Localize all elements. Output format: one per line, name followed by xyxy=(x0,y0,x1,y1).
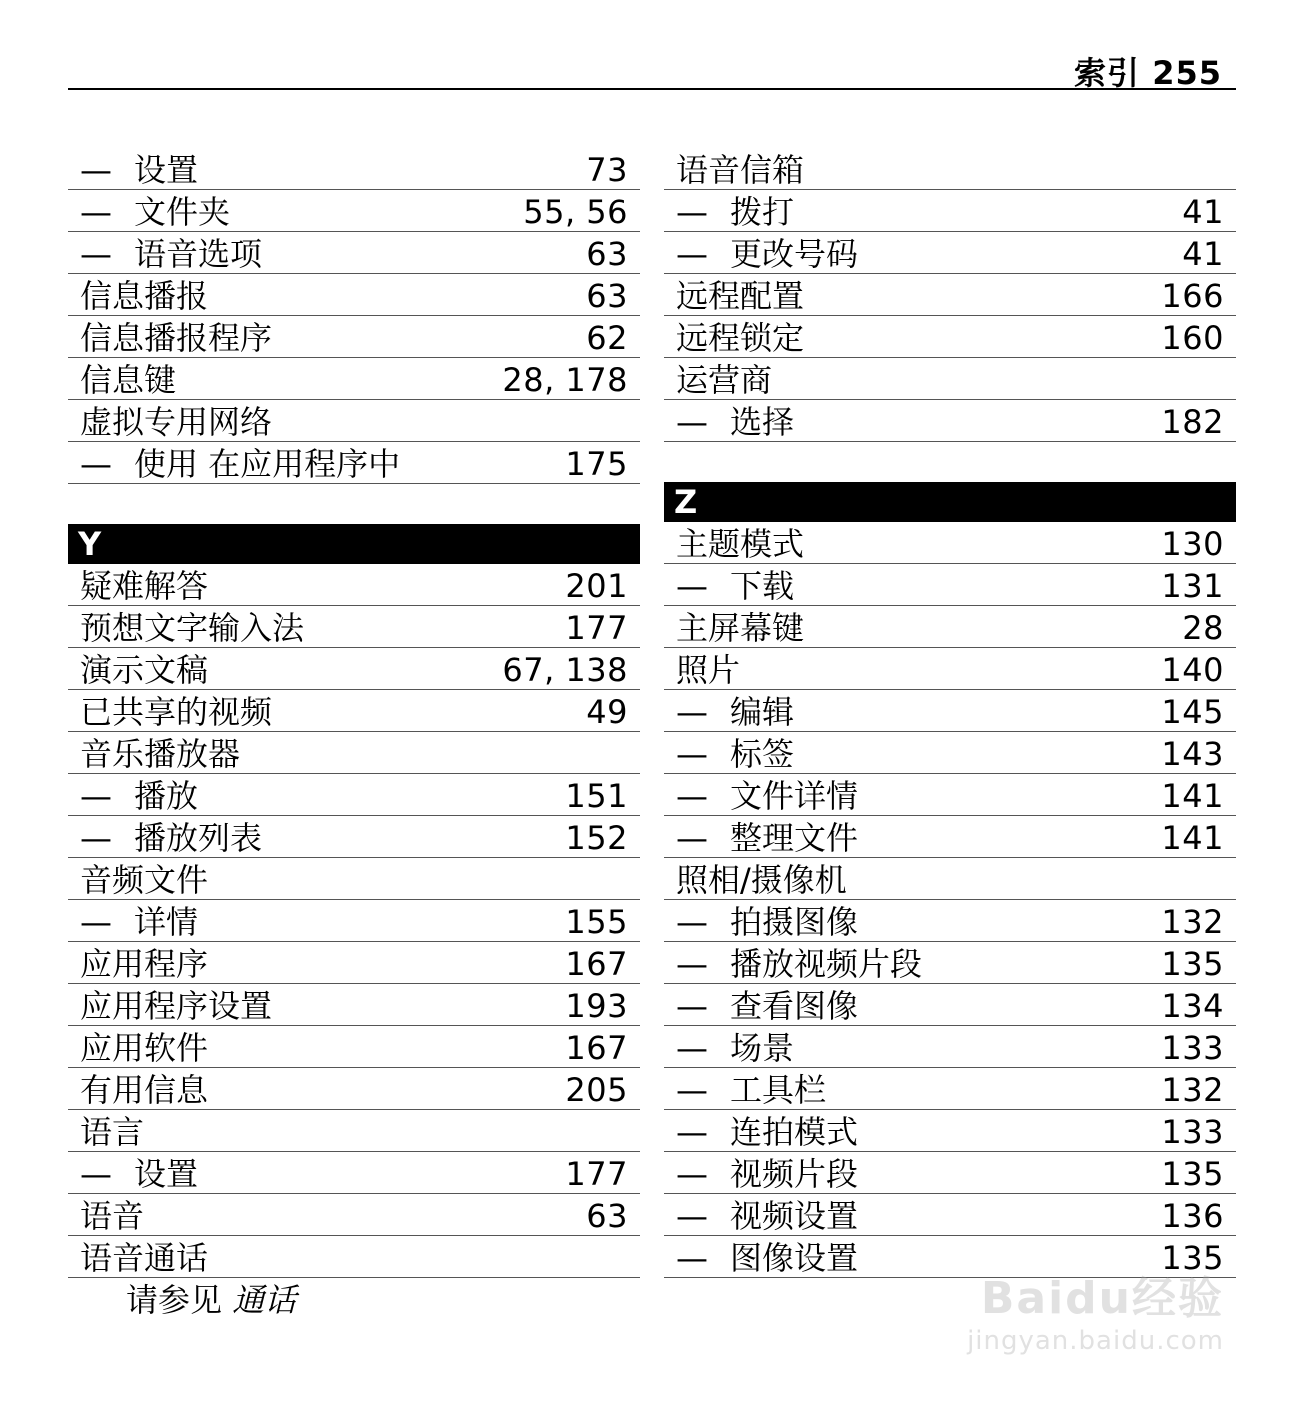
index-entry xyxy=(68,1068,640,1110)
right-section-rows xyxy=(664,522,1236,1278)
page-number[interactable]: 73 xyxy=(586,151,628,189)
see-also-link[interactable]: 通话 xyxy=(232,1281,297,1319)
index-entry xyxy=(664,1194,1236,1236)
index-entry-term xyxy=(80,1238,208,1279)
term-text: 工具栏 xyxy=(730,1071,827,1109)
term-text: 拨打 xyxy=(730,193,795,231)
index-subentry-term xyxy=(80,818,262,859)
index-entry-term xyxy=(676,150,804,191)
index-entry-term xyxy=(80,566,208,607)
see-also-note xyxy=(68,1278,640,1322)
subentry-dash: — xyxy=(676,235,708,273)
page-number[interactable]: 167 xyxy=(565,1029,628,1067)
index-subentry-term xyxy=(676,234,858,275)
index-entry xyxy=(664,190,1236,232)
index-entry xyxy=(664,232,1236,274)
term-text: 使用 在应用程序中 xyxy=(134,445,401,483)
index-entry xyxy=(664,606,1236,648)
page-number[interactable]: 135 xyxy=(1161,945,1224,983)
left-top-rows xyxy=(68,148,640,484)
page-number[interactable]: 141 xyxy=(1161,819,1224,857)
index-subentry-term xyxy=(676,776,858,817)
subentry-dash: — xyxy=(676,193,708,231)
index-entry-term xyxy=(80,692,272,733)
index-subentry-term xyxy=(80,192,230,233)
index-subentry-term xyxy=(676,1112,858,1153)
term-text: 场景 xyxy=(730,1029,795,1067)
term-text: 语言 xyxy=(80,1113,145,1151)
index-subentry-term xyxy=(676,1154,858,1195)
page-number[interactable]: 182 xyxy=(1161,403,1224,441)
index-entry xyxy=(664,522,1236,564)
index-entry xyxy=(664,900,1236,942)
index-entry xyxy=(68,1110,640,1152)
left-section-rows xyxy=(68,564,640,1278)
index-entry-term xyxy=(80,1196,144,1237)
index-entry xyxy=(664,564,1236,606)
index-entry xyxy=(68,400,640,442)
index-entry-term xyxy=(676,276,804,317)
index-entry-term xyxy=(80,1028,208,1069)
term-text: 语音选项 xyxy=(134,235,263,273)
subentry-dash: — xyxy=(676,1197,708,1235)
index-subentry-term xyxy=(80,150,198,191)
index-entry-term xyxy=(80,608,304,649)
page-number[interactable]: 151 xyxy=(565,777,628,815)
page-number[interactable]: 63 xyxy=(586,235,628,273)
term-text: 语音信箱 xyxy=(676,151,805,189)
subentry-dash: — xyxy=(676,567,708,605)
subentry-dash: — xyxy=(676,903,708,941)
index-entry xyxy=(664,774,1236,816)
page-number[interactable]: 133 xyxy=(1161,1113,1224,1151)
index-entry xyxy=(664,858,1236,900)
subentry-dash: — xyxy=(676,403,708,441)
see-also-prefix: 请参见 xyxy=(126,1281,233,1319)
term-text: 演示文稿 xyxy=(80,651,209,689)
term-text: 已共享的视频 xyxy=(80,693,273,731)
index-entry-term xyxy=(676,608,804,649)
index-entry xyxy=(68,816,640,858)
index-entry xyxy=(664,316,1236,358)
subentry-dash: — xyxy=(676,1071,708,1109)
term-text: 播放 xyxy=(134,777,199,815)
index-entry-term xyxy=(676,650,740,691)
index-entry-term xyxy=(80,360,176,401)
index-entry xyxy=(68,1152,640,1194)
term-text: 信息播报程序 xyxy=(80,319,273,357)
index-entry-term xyxy=(80,1070,208,1111)
subentry-dash: — xyxy=(80,193,112,231)
index-subentry-term xyxy=(676,1070,826,1111)
index-subentry-term xyxy=(676,566,794,607)
page-number[interactable]: 41 xyxy=(1182,193,1224,231)
term-text: 语音 xyxy=(80,1197,145,1235)
index-entry-term xyxy=(80,734,240,775)
index-entry xyxy=(68,1194,640,1236)
index-entry xyxy=(68,274,640,316)
index-entry xyxy=(664,1152,1236,1194)
index-subentry-term xyxy=(676,734,794,775)
subentry-dash: — xyxy=(676,1239,708,1277)
term-text: 疑难解答 xyxy=(80,567,209,605)
page-title: 索引 255 xyxy=(1074,54,1222,92)
index-subentry-term xyxy=(676,692,794,733)
watermark-url: jingyan.baidu.com xyxy=(967,1326,1224,1356)
index-entry xyxy=(664,148,1236,190)
page-header xyxy=(68,44,1236,90)
page-number[interactable]: 67, 138 xyxy=(502,651,628,689)
index-subentry-term xyxy=(676,818,858,859)
index-entry xyxy=(68,564,640,606)
index-entry xyxy=(68,774,640,816)
page-number[interactable]: 166 xyxy=(1161,277,1224,315)
page-number[interactable]: 140 xyxy=(1161,651,1224,689)
index-entry xyxy=(68,984,640,1026)
term-text: 视频设置 xyxy=(730,1197,859,1235)
subentry-dash: — xyxy=(676,819,708,857)
page-number[interactable]: 49 xyxy=(586,693,628,731)
page-number[interactable]: 145 xyxy=(1161,693,1224,731)
term-text: 预想文字输入法 xyxy=(80,609,305,647)
term-text: 视频片段 xyxy=(730,1155,859,1193)
page-number[interactable]: 63 xyxy=(586,1197,628,1235)
index-entry-term xyxy=(676,860,847,901)
subentry-dash: — xyxy=(676,735,708,773)
subentry-dash: — xyxy=(80,151,112,189)
term-text: 音频文件 xyxy=(80,861,209,899)
subentry-dash: — xyxy=(676,1029,708,1067)
index-entry-term xyxy=(80,944,208,985)
term-text: 信息播报 xyxy=(80,277,209,315)
subentry-dash: — xyxy=(80,1155,112,1193)
index-entry xyxy=(68,190,640,232)
page-number[interactable]: 167 xyxy=(565,945,628,983)
term-text: 编辑 xyxy=(730,693,795,731)
page-number[interactable]: 28, 178 xyxy=(502,361,628,399)
index-entry xyxy=(68,1026,640,1068)
page-number[interactable]: 177 xyxy=(565,609,628,647)
index-entry-term xyxy=(676,360,772,401)
page-number[interactable]: 152 xyxy=(565,819,628,857)
section-header-y: Y xyxy=(68,524,640,564)
index-entry-term xyxy=(80,650,208,691)
index-entry xyxy=(68,148,640,190)
index-entry-term xyxy=(80,318,272,359)
index-entry-term xyxy=(80,860,208,901)
term-text: 远程配置 xyxy=(676,277,805,315)
page-number[interactable]: 201 xyxy=(565,567,628,605)
page-number[interactable]: 133 xyxy=(1161,1029,1224,1067)
index-entry xyxy=(68,858,640,900)
page-number[interactable]: 28 xyxy=(1182,609,1224,647)
subentry-dash: — xyxy=(80,777,112,815)
page-number[interactable]: 131 xyxy=(1161,567,1224,605)
term-text: 有用信息 xyxy=(80,1071,209,1109)
index-subentry-term xyxy=(676,1028,794,1069)
page-number[interactable]: 132 xyxy=(1161,903,1224,941)
index-entry xyxy=(68,442,640,484)
term-text: 运营商 xyxy=(676,361,773,399)
index-column-right xyxy=(664,148,1236,1278)
term-text: 下载 xyxy=(730,567,795,605)
page-number[interactable]: 143 xyxy=(1161,735,1224,773)
index-entry-term xyxy=(80,402,272,443)
right-top-rows xyxy=(664,148,1236,442)
subentry-dash: — xyxy=(80,445,112,483)
term-text: 应用程序 xyxy=(80,945,209,983)
index-subentry-term xyxy=(676,402,794,443)
page-number[interactable]: 63 xyxy=(586,277,628,315)
index-entry xyxy=(68,900,640,942)
index-subentry-term xyxy=(80,776,198,817)
index-entry xyxy=(68,1236,640,1278)
page-number[interactable]: 135 xyxy=(1161,1155,1224,1193)
index-entry xyxy=(68,732,640,774)
term-text: 主题模式 xyxy=(676,525,805,563)
term-text: 主屏幕键 xyxy=(676,609,805,647)
watermark-logo: Baidu经验 xyxy=(980,1273,1224,1324)
subentry-dash: — xyxy=(676,693,708,731)
index-entry xyxy=(664,1110,1236,1152)
term-text: 连拍模式 xyxy=(730,1113,859,1151)
index-subentry-term xyxy=(676,986,858,1027)
index-column-left xyxy=(68,148,640,1322)
index-entry xyxy=(664,358,1236,400)
page-number[interactable]: 155 xyxy=(565,903,628,941)
index-entry-term xyxy=(80,276,208,317)
index-subentry-term xyxy=(676,1196,858,1237)
term-text: 应用软件 xyxy=(80,1029,209,1067)
baidu-watermark xyxy=(967,1262,1224,1356)
index-entry-term xyxy=(676,318,804,359)
index-entry xyxy=(664,274,1236,316)
term-text: 拍摄图像 xyxy=(730,903,859,941)
index-entry xyxy=(664,942,1236,984)
page-number[interactable]: 135 xyxy=(1161,1239,1224,1277)
index-entry xyxy=(664,400,1236,442)
index-entry xyxy=(664,648,1236,690)
term-text: 详情 xyxy=(134,903,199,941)
subentry-dash: — xyxy=(80,235,112,273)
term-text: 整理文件 xyxy=(730,819,859,857)
term-text: 更改号码 xyxy=(730,235,859,273)
index-entry xyxy=(664,732,1236,774)
subentry-dash: — xyxy=(80,903,112,941)
index-entry-term xyxy=(80,1112,144,1153)
index-subentry-term xyxy=(676,902,858,943)
page-number[interactable]: 141 xyxy=(1161,777,1224,815)
term-text: 播放视频片段 xyxy=(730,945,923,983)
index-entry xyxy=(664,816,1236,858)
page-number[interactable]: 132 xyxy=(1161,1071,1224,1109)
subentry-dash: — xyxy=(676,987,708,1025)
page-number[interactable]: 130 xyxy=(1161,525,1224,563)
term-text: 选择 xyxy=(730,403,795,441)
subentry-dash: — xyxy=(676,777,708,815)
subentry-dash: — xyxy=(676,945,708,983)
term-text: 远程锁定 xyxy=(676,319,805,357)
index-entry xyxy=(68,606,640,648)
page-number[interactable]: 62 xyxy=(586,319,628,357)
index-subentry-term xyxy=(80,902,198,943)
index-entry xyxy=(68,232,640,274)
subentry-dash: — xyxy=(676,1113,708,1151)
section-header-z: Z xyxy=(664,482,1236,522)
index-entry-term xyxy=(676,524,804,565)
index-entry xyxy=(68,648,640,690)
term-text: 图像设置 xyxy=(730,1239,859,1277)
index-entry xyxy=(664,1068,1236,1110)
page-number[interactable]: 205 xyxy=(565,1071,628,1109)
index-subentry-term xyxy=(80,1154,198,1195)
subentry-dash: — xyxy=(676,1155,708,1193)
index-entry xyxy=(664,984,1236,1026)
term-text: 语音通话 xyxy=(80,1239,209,1277)
index-subentry-term xyxy=(80,234,262,275)
term-text: 标签 xyxy=(730,735,795,773)
index-entry-term xyxy=(80,986,272,1027)
page-number[interactable]: 160 xyxy=(1161,319,1224,357)
index-subentry-term xyxy=(676,1238,858,1279)
index-entry xyxy=(68,316,640,358)
index-entry xyxy=(68,358,640,400)
index-entry xyxy=(664,1026,1236,1068)
index-subentry-term xyxy=(676,944,922,985)
index-subentry-term xyxy=(676,192,794,233)
page-number[interactable]: 136 xyxy=(1161,1197,1224,1235)
page-number[interactable]: 134 xyxy=(1161,987,1224,1025)
page-number[interactable]: 175 xyxy=(565,445,628,483)
subentry-dash: — xyxy=(80,819,112,857)
term-text: 查看图像 xyxy=(730,987,859,1025)
term-text: 音乐播放器 xyxy=(80,735,241,773)
term-text: 信息键 xyxy=(80,361,177,399)
term-text: 设置 xyxy=(134,151,199,189)
index-entry xyxy=(68,690,640,732)
term-text: 照相/摄像机 xyxy=(676,861,847,899)
page-number[interactable]: 55, 56 xyxy=(523,193,628,231)
term-text: 应用程序设置 xyxy=(80,987,273,1025)
page-number[interactable]: 41 xyxy=(1182,235,1224,273)
term-text: 虚拟专用网络 xyxy=(80,403,273,441)
page-number[interactable]: 177 xyxy=(565,1155,628,1193)
term-text: 播放列表 xyxy=(134,819,263,857)
term-text: 照片 xyxy=(676,651,741,689)
index-entry xyxy=(664,690,1236,732)
term-text: 文件详情 xyxy=(730,777,859,815)
page-number[interactable]: 193 xyxy=(565,987,628,1025)
index-subentry-term xyxy=(80,444,400,485)
term-text: 文件夹 xyxy=(134,193,231,231)
term-text: 设置 xyxy=(134,1155,199,1193)
index-entry xyxy=(68,942,640,984)
